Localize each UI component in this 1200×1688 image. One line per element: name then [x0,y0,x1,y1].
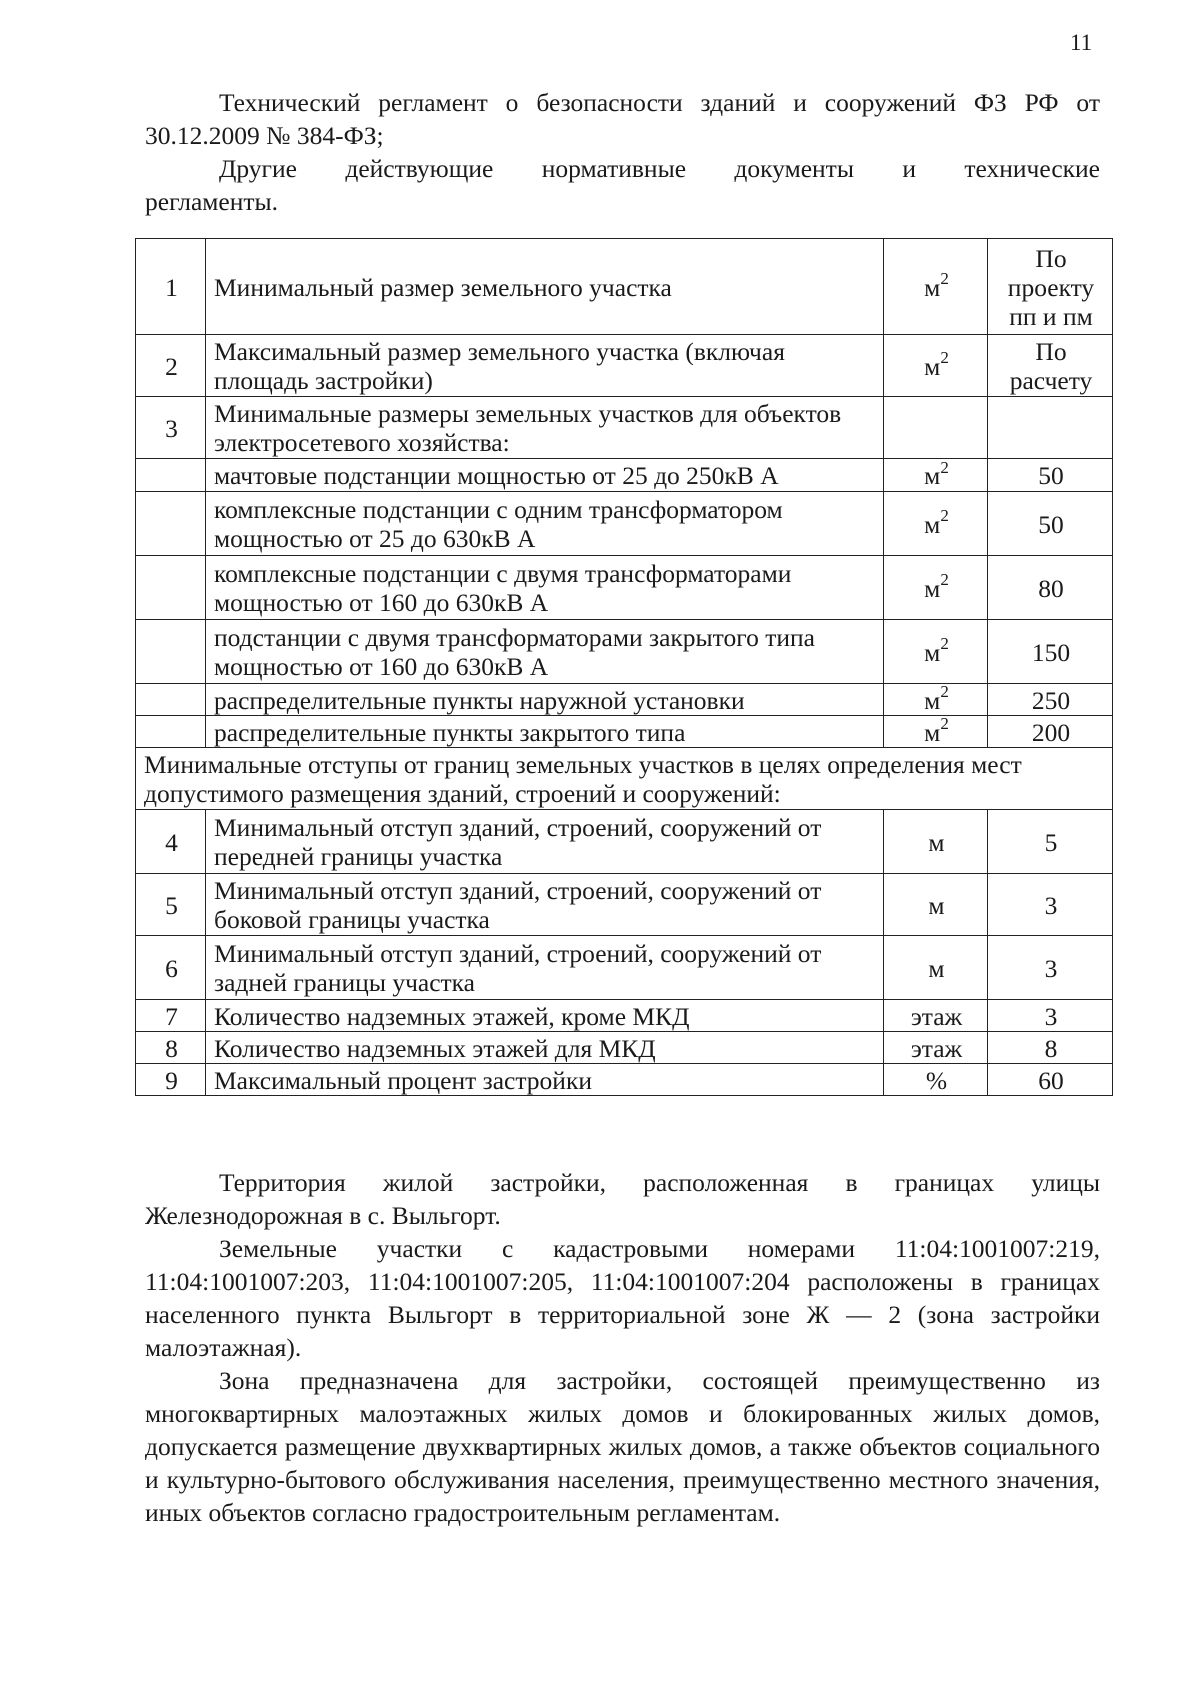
row-label: Минимальный отступ зданий, строений, сооружений от задней границы участка [206,936,884,1000]
table-row [136,335,1113,397]
row-number: 6 [136,936,206,1000]
row-number [136,716,206,748]
row-label: комплексные подстанции с одним трансформатором мощностью от 25 до 630кВ А [206,492,884,556]
paragraph-land-plots: Земельные участки с кадастровыми номерами 11:04:1001007:219, 11:04:1001007:203, 11:04:1001007:205, 11:04:1001007:204 расположены в границах населенного пункта Выльгорт в территориальной зоне Ж — 2 (зона застройки малоэтажная). [145,1234,1100,1362]
row-unit: $м^2$ [884,620,988,684]
row-value: 200 [988,716,1113,748]
row-label: Минимальный отступ зданий, строений, сооружений от боковой границы участка [206,874,884,936]
row-value [988,397,1113,459]
row-number [136,459,206,492]
paragraph-zone-purpose: Зона предназначена для застройки, состоящей преимущественно из многоквартирных малоэтажных жилых домов и блокированных жилых домов, допускается размещение двухквартирных жилых домов, а также объектов социального и культурно-бытового обслуживания населения, преимущественно местного значения, иных объектов согласно градостроительным регламентам. [145,1366,1100,1527]
table-row [136,620,1113,684]
row-value: 50 [988,492,1113,556]
row-number [136,620,206,684]
row-unit: $м^2$ [884,716,988,748]
row-unit: м [884,936,988,1000]
table-row [136,1000,1113,1032]
row-label: распределительные пункты наружной установки [206,684,884,716]
table-row [136,1064,1113,1096]
row-unit: этаж [884,1000,988,1032]
row-value: 8 [988,1032,1113,1064]
row-number: 1 [136,239,206,335]
row-label: комплексные подстанции с двумя трансформаторами мощностью от 160 до 630кВ А [206,556,884,620]
table-row [136,716,1113,748]
table-row [136,810,1113,874]
table-row [136,239,1113,335]
row-unit: м [884,810,988,874]
row-value: 5 [988,810,1113,874]
row-label: Минимальные размеры земельных участков для объектов электросетевого хозяйства: [206,397,884,459]
table-row [136,684,1113,716]
row-value: 50 [988,459,1113,492]
row-value: 3 [988,874,1113,936]
paragraph-territory: Территория жилой застройки, расположенная в границах улицы Железнодорожная в с. Выльгорт. [145,1168,1100,1230]
row-unit: $м^2$ [884,239,988,335]
table-row [136,492,1113,556]
table-row [136,936,1113,1000]
paragraph-tech-regulation: Технический регламент о безопасности зданий и сооружений ФЗ РФ от 30.12.2009 № 384-ФЗ; [145,88,1100,150]
row-unit [884,397,988,459]
row-number: 8 [136,1032,206,1064]
row-unit: $м^2$ [884,492,988,556]
row-value: 250 [988,684,1113,716]
row-unit: этаж [884,1032,988,1064]
row-label: Максимальный размер земельного участка (включая площадь застройки) [206,335,884,397]
row-label: Количество надземных этажей для МКД [206,1032,884,1064]
row-number: 4 [136,810,206,874]
row-label: мачтовые подстанции мощностью от 25 до 250кВ А [206,459,884,492]
row-label: Минимальный отступ зданий, строений, сооружений от передней границы участка [206,810,884,874]
row-value: По проекту пп и пм [988,239,1113,335]
row-label: Максимальный процент застройки [206,1064,884,1096]
row-label: Минимальный размер земельного участка [206,239,884,335]
table-row [136,397,1113,459]
row-value: 3 [988,936,1113,1000]
table-row [136,874,1113,936]
row-value: По расчету [988,335,1113,397]
row-number: 2 [136,335,206,397]
row-number: 3 [136,397,206,459]
row-number: 9 [136,1064,206,1096]
row-unit: $м^2$ [884,335,988,397]
row-label: Количество надземных этажей, кроме МКД [206,1000,884,1032]
paragraph-other-docs-line1: Другие действующие нормативные документы и технические [219,154,1100,183]
page-number: 11 [1070,30,1093,55]
section-header: Минимальные отступы от границ земельных участков в целях определения мест допустимого размещения зданий, строений и сооружений: [136,748,1113,810]
row-unit: % [884,1064,988,1096]
row-value: 150 [988,620,1113,684]
row-number [136,492,206,556]
row-label: распределительные пункты закрытого типа [206,716,884,748]
regulations-table [135,238,1113,1096]
row-number: 7 [136,1000,206,1032]
table-row [136,556,1113,620]
row-value: 80 [988,556,1113,620]
row-value: 60 [988,1064,1113,1096]
row-value: 3 [988,1000,1113,1032]
paragraph-other-docs-line2: регламенты. [145,187,279,216]
row-unit: м [884,874,988,936]
row-number: 5 [136,874,206,936]
row-number [136,684,206,716]
table-row [136,1032,1113,1064]
row-unit: $м^2$ [884,684,988,716]
row-label: подстанции с двумя трансформаторами закрытого типа мощностью от 160 до 630кВ А [206,620,884,684]
section-header-row [136,748,1113,810]
row-number [136,556,206,620]
table-row [136,459,1113,492]
row-unit: $м^2$ [884,556,988,620]
row-unit: $м^2$ [884,459,988,492]
